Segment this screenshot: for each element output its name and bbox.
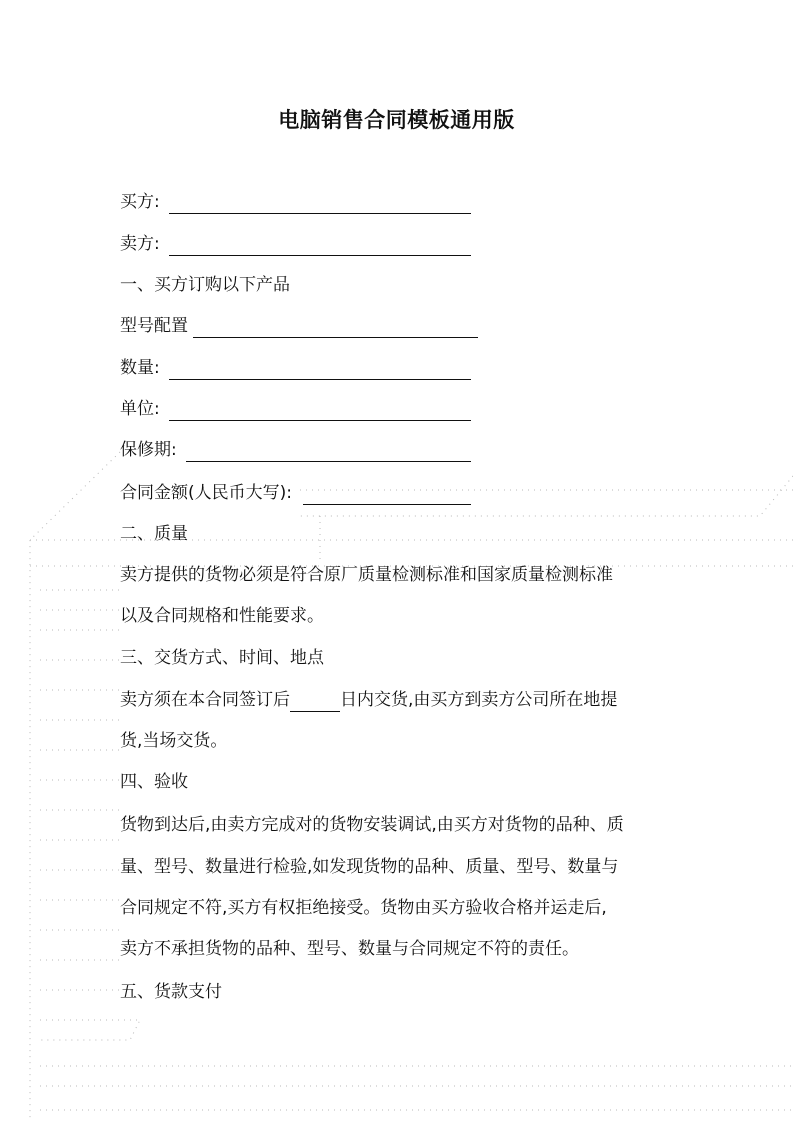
buyer-row xyxy=(120,190,471,214)
section-4-body-line: 合同规定不符,买方有权拒绝接受。货物由买方验收合格并运走后, xyxy=(120,898,607,918)
section-1-heading: 一、买方订购以下产品 xyxy=(120,275,290,295)
warranty-label: 保修期: xyxy=(120,440,177,460)
section-2-body-line: 卖方提供的货物必须是符合原厂质量检测标准和国家质量检测标准 xyxy=(120,565,613,585)
quantity-blank[interactable] xyxy=(169,359,471,380)
unit-label: 单位: xyxy=(120,399,160,419)
model-row xyxy=(120,314,478,338)
seller-label: 卖方: xyxy=(120,234,160,254)
amount-label: 合同金额(人民币大写): xyxy=(120,483,292,503)
amount-blank[interactable] xyxy=(303,484,471,505)
section-3-body-text: 日内交货,由买方到卖方公司所在地提 xyxy=(340,690,618,710)
buyer-label: 买方: xyxy=(120,192,160,212)
section-5-heading: 五、货款支付 xyxy=(120,982,222,1002)
section-3-body-text: 卖方须在本合同签订后 xyxy=(120,690,290,710)
section-3-body-line xyxy=(120,688,617,712)
section-4-body-line: 货物到达后,由卖方完成对的货物安装调试,由买方对货物的品种、质 xyxy=(120,815,624,835)
section-3-body-line: 货,当场交货。 xyxy=(120,731,228,751)
section-4-heading: 四、验收 xyxy=(120,772,188,792)
seller-row xyxy=(120,232,471,256)
section-4-body-line: 量、型号、数量进行检验,如发现货物的品种、质量、型号、数量与 xyxy=(120,857,619,877)
unit-blank[interactable] xyxy=(169,400,471,421)
document-title: 电脑销售合同模板通用版 xyxy=(278,108,515,132)
quantity-label: 数量: xyxy=(120,358,160,378)
section-4-body-line: 卖方不承担货物的品种、型号、数量与合同规定不符的责任。 xyxy=(120,939,579,959)
buyer-blank[interactable] xyxy=(169,193,471,214)
amount-row xyxy=(120,481,471,505)
section-3-heading: 三、交货方式、时间、地点 xyxy=(120,648,324,668)
unit-row xyxy=(120,397,471,421)
section-2-body-line: 以及合同规格和性能要求。 xyxy=(120,606,324,626)
model-label: 型号配置 xyxy=(120,316,188,336)
quantity-row xyxy=(120,356,471,380)
warranty-blank[interactable] xyxy=(186,441,471,462)
warranty-row xyxy=(120,438,471,462)
section-2-heading: 二、质量 xyxy=(120,524,188,544)
seller-blank[interactable] xyxy=(169,235,471,256)
model-blank[interactable] xyxy=(193,317,478,338)
delivery-days-blank[interactable] xyxy=(290,691,340,712)
